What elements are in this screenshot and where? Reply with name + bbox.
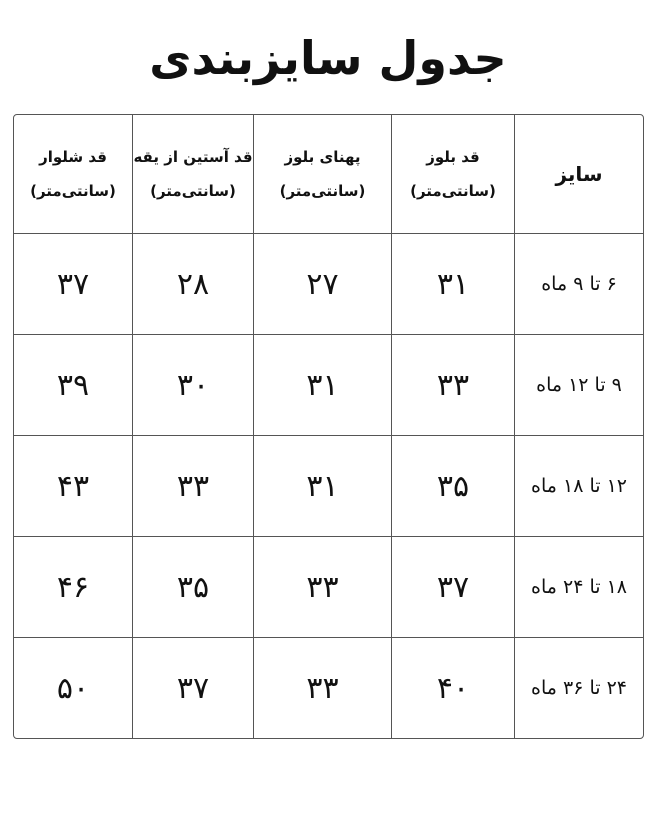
cell-pants-length: ۴۳: [14, 436, 133, 537]
header-pants-length-label: قد شلوار: [39, 148, 107, 166]
cell-pants-length: ۳۹: [14, 335, 133, 436]
cell-size: ۱۸ تا ۲۴ ماه: [515, 537, 643, 638]
size-chart-table: [13, 114, 644, 739]
cell-pants-length: ۳۷: [14, 234, 133, 335]
cell-sleeve-length: ۳۳: [133, 436, 254, 537]
cell-blouse-length: ۳۱: [392, 234, 515, 335]
cell-sleeve-length: ۳۵: [133, 537, 254, 638]
header-size-label: سایز: [555, 162, 603, 186]
header-blouse-length: [392, 115, 515, 234]
page-title: جدول سایزبندی: [149, 31, 507, 85]
cell-pants-length: ۵۰: [14, 638, 133, 738]
cell-blouse-width: ۲۷: [254, 234, 392, 335]
cell-size: ۹ تا ۱۲ ماه: [515, 335, 643, 436]
header-pants-length: [14, 115, 133, 234]
cell-blouse-width: ۳۱: [254, 436, 392, 537]
cell-size: ۲۴ تا ۳۶ ماه: [531, 677, 627, 699]
cell-size: ۶ تا ۹ ماه: [515, 234, 643, 335]
cell-blouse-length: ۳۷: [392, 537, 515, 638]
header-sleeve-length-label: قد آستین از یقه: [133, 148, 253, 166]
header-blouse-width-unit: (سانتی‌متر): [279, 182, 366, 200]
cell-sleeve-length: ۲۸: [133, 234, 254, 335]
header-sleeve-length: [133, 115, 254, 234]
header-size: [515, 115, 643, 234]
cell-size: ۱۲ تا ۱۸ ماه: [515, 436, 643, 537]
cell-blouse-length: ۳۳: [392, 335, 515, 436]
header-blouse-width-label: پهنای بلوز: [284, 148, 361, 166]
cell-blouse-width: ۳۱: [254, 335, 392, 436]
cell-blouse-width: ۳۳: [254, 638, 392, 738]
header-blouse-length-unit: (سانتی‌متر): [410, 182, 496, 200]
cell-blouse-length: ۳۵: [392, 436, 515, 537]
cell-sleeve-length: ۳۰: [133, 335, 254, 436]
header-pants-length-unit: (سانتی‌متر): [30, 182, 116, 200]
header-blouse-width: [254, 115, 392, 234]
cell-sleeve-length: ۳۷: [133, 638, 254, 738]
header-sleeve-length-unit: (سانتی‌متر): [150, 182, 236, 200]
header-blouse-length-label: قد بلوز: [426, 148, 480, 166]
cell-pants-length: ۴۶: [14, 537, 133, 638]
cell-blouse-width: ۳۳: [254, 537, 392, 638]
cell-blouse-length: ۴۰: [392, 638, 515, 738]
